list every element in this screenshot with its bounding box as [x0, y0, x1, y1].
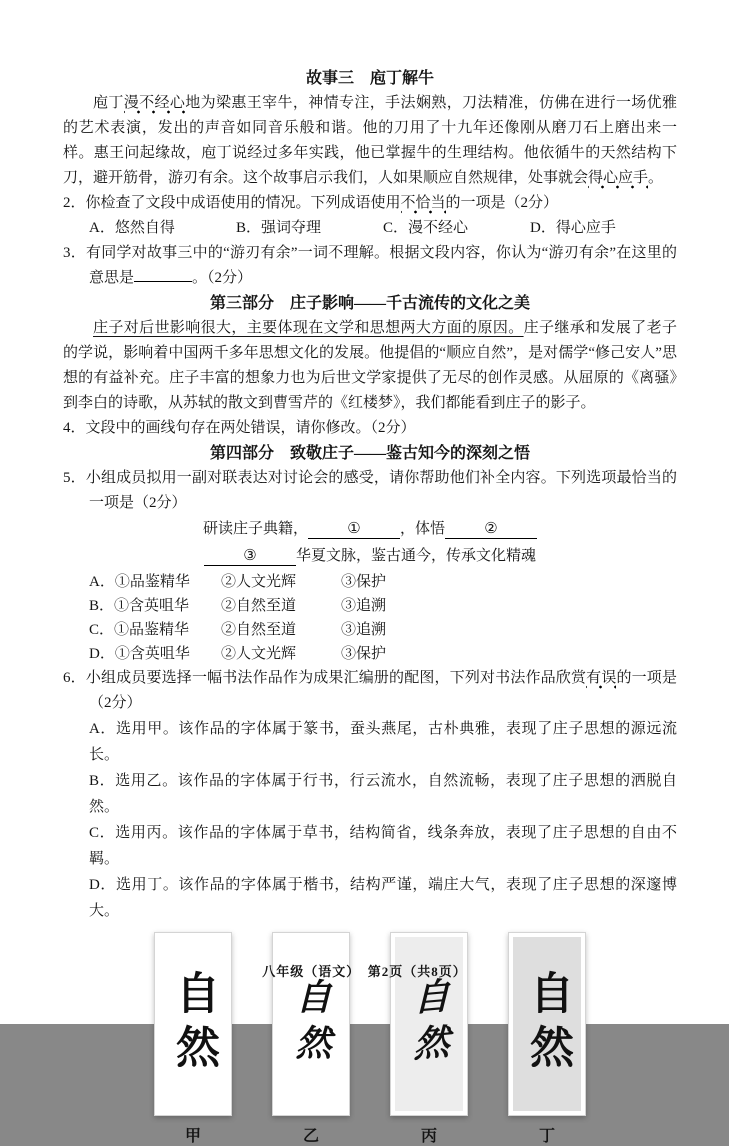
- story3-seg5: 。: [648, 170, 664, 186]
- q5-options: [63, 570, 677, 666]
- q5-c-col1: C．①品鉴精华: [89, 622, 190, 638]
- q5-b-col3: ③追溯: [341, 598, 387, 614]
- question-2: [63, 191, 677, 216]
- q5-d-col2: ②人文光辉: [221, 646, 297, 662]
- page-content: [63, 66, 677, 1146]
- couplet-blank-1: ①: [308, 520, 400, 539]
- couplet-blank-2: ②: [445, 520, 537, 539]
- q2-option-b: B．强词夺理: [236, 220, 322, 236]
- q6-seg1: 6．小组成员要选择一幅书法作品作为成果汇编册的配图，下列对书法作品欣赏: [63, 670, 587, 686]
- story3-title: 故事三 庖丁解牛: [305, 70, 434, 87]
- q5-option-d: [89, 642, 677, 666]
- couplet-line-1: [63, 516, 677, 543]
- part3-heading: 第三部分 庄子影响——千古流传的文化之美: [209, 295, 530, 312]
- q5-a-col2: ②人文光辉: [221, 574, 297, 590]
- q5-d-col1: D．①含英咀华: [89, 646, 190, 662]
- question-3: [63, 241, 677, 291]
- q2-option-a: A．悠然自得: [89, 220, 175, 236]
- q2-options-row: [63, 216, 677, 241]
- part3-underlined-sentence: 庄子对后世影响很大，主要体现在文学和思想两大方面的原因。: [93, 320, 524, 336]
- question-6: [63, 666, 677, 716]
- q2-option-c: C．漫不经心: [383, 220, 469, 236]
- couplet-line-2: [63, 543, 677, 570]
- q5-option-c: [89, 618, 677, 642]
- q3-seg2: 。（2分）: [192, 270, 253, 286]
- q2-emphasized-buqiadang: 不恰当: [401, 195, 446, 214]
- question-5: 5．小组成员拟用一副对联表达对讨论会的感受，请你帮助他们补全内容。下列选项最恰当的一项是（2分）: [63, 470, 677, 511]
- story3-paragraph: [63, 91, 677, 191]
- calligraphy-label-yi: 乙: [302, 1128, 319, 1145]
- calligraphy-card-regular-script: [508, 932, 586, 1116]
- q5-a-col1: A．①品鉴精华: [89, 574, 190, 590]
- q5-c-col3: ③追溯: [341, 622, 387, 638]
- q5-b-col1: B．①含英咀华: [89, 598, 190, 614]
- q2-option-d: D．得心应手: [530, 220, 616, 236]
- q5-option-b: [89, 594, 677, 618]
- q5-c-col2: ②自然至道: [221, 622, 297, 638]
- q6-seg3: 的一项是（2分）: [89, 670, 677, 711]
- q6-option-d: D．选用丁。该作品的字体属于楷书，结构严谨，端庄大气，表现了庄子思想的深邃博大。: [89, 877, 677, 919]
- q6-option-a: A．选用甲。该作品的字体属于篆书，蚕头燕尾，古朴典雅，表现了庄子思想的源远流长。: [89, 721, 677, 763]
- q6-emphasized-youwu: 有误: [586, 670, 616, 689]
- calligraphy-chars-yi: 自然: [291, 978, 331, 1070]
- calligraphy-label-bing: 丙: [420, 1128, 437, 1145]
- emphasized-term-manbujingxin: 漫不经心: [124, 95, 186, 114]
- emphasized-term-dexinyingshou: 得心应手: [588, 170, 648, 189]
- part4-heading: 第四部分 致敬庄子——鉴古知今的深刻之悟: [209, 445, 530, 462]
- q2-seg3: 的一项是（2分）: [445, 195, 559, 211]
- calligraphy-card-cursive-script: [390, 932, 468, 1116]
- part3-rest: 庄子继承和发展了老子的学说，影响着中国两千多年思想文化的发展。他提倡的“顺应自然”，是对儒学“修己安人”思想的有益补充。庄子丰富的想象力也为后世文学家提供了无尽的创作灵感。从屈原的《离骚》到李白的诗歌，从苏轼的散文到曹雪芹的《红楼梦》，我们都能看到庄子的影子。: [63, 320, 677, 411]
- q3-answer-blank: [134, 281, 192, 282]
- calligraphy-card-running-script: [272, 932, 350, 1116]
- q6-option-b: B．选用乙。该作品的字体属于行书，行云流水，自然流畅，表现了庄子思想的洒脱自然。: [89, 773, 677, 815]
- calligraphy-label-ding: 丁: [538, 1128, 555, 1145]
- calligraphy-chars-jia: 自然: [169, 970, 218, 1078]
- couplet-l1-pre: 研读庄子典籍，: [202, 521, 308, 537]
- story3-seg3: 地为梁惠王宰牛，神情专注，手法娴熟，刀法精准，仿佛在进行一场优雅的艺术表演，发出的声音如同音乐般和谐。他的刀用了十九年还像刚从磨刀石上磨出来一样。惠王问起缘故，庖丁说经过多年实践，他已掌握牛的生理结构。他依循牛的天然结构下刀，避开筋骨，游刃有余。这个故事启示我们，人如果顺应自然规律，处事就会: [63, 95, 677, 186]
- page-footer: 八年级（语文） 第2页（共8页）: [262, 964, 467, 979]
- couplet-l1-mid: ，体悟: [400, 521, 446, 537]
- q2-seg1: 2．你检查了文段中成语使用的情况。下列成语使用: [63, 195, 401, 211]
- q5-a-col3: ③保护: [341, 574, 387, 590]
- story3-seg1: 庖丁: [93, 95, 124, 111]
- q5-b-col2: ②自然至道: [221, 598, 297, 614]
- q5-d-col3: ③保护: [341, 646, 387, 662]
- couplet-l2-post: 华夏文脉，鉴古通今，传承文化精魂: [295, 548, 536, 564]
- calligraphy-chars-bing: 自然: [409, 976, 449, 1072]
- couplet-blank-3: ③: [204, 547, 296, 566]
- part3-paragraph: [63, 316, 677, 416]
- question-4: 4．文段中的画线句存在两处错误，请你修改。（2分）: [63, 420, 416, 436]
- q6-option-c: C．选用丙。该作品的字体属于草书，结构简省，线条奔放，表现了庄子思想的自由不羁。: [89, 825, 677, 867]
- calligraphy-card-seal-script: [154, 932, 232, 1116]
- q5-option-a: [89, 570, 677, 594]
- q3-seg1: 3．有同学对故事三中的“游刃有余”一词不理解。根据文段内容，你认为“游刃有余”在这里的意思是: [63, 245, 677, 286]
- calligraphy-label-jia: 甲: [184, 1128, 201, 1145]
- calligraphy-chars-ding: 自然: [523, 970, 572, 1078]
